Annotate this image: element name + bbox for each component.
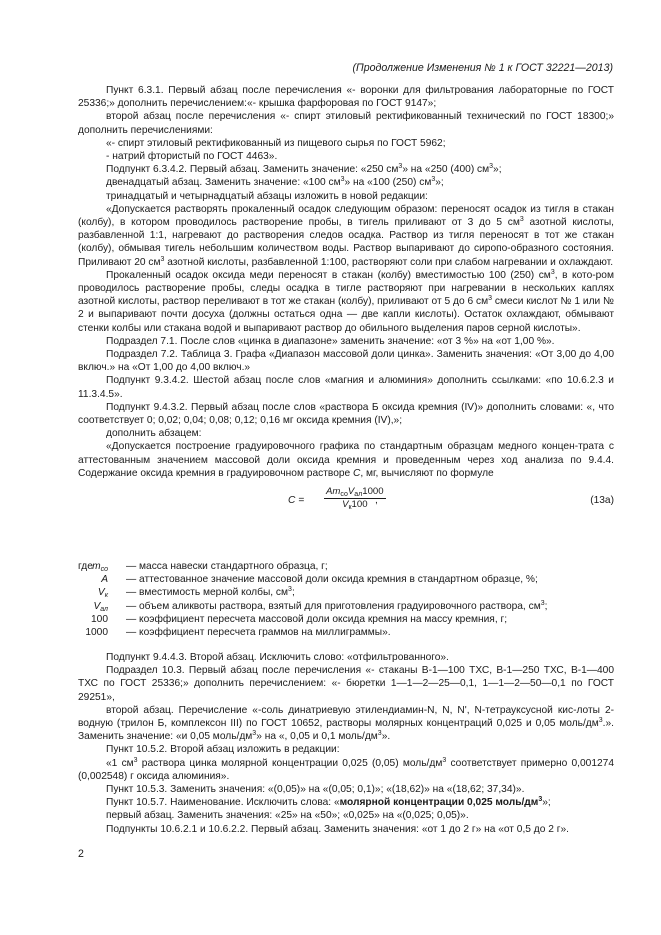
where-text: — аттестованное значение массовой доли оксида кремния в стандартном образце, %; [126,574,538,586]
where-text: — вместимость мерной колбы, $см^3$; [126,586,295,599]
paragraph: дополнить абзацем: [106,428,202,440]
paragraph: Подраздел 7.1. После слов «цинка в диапазоне» заменить значение: «от 3 %» на «от 1,00 %». [106,335,555,347]
page-header: (Продолжение Изменения № 1 к ГОСТ 32221—2013) [352,62,613,74]
paragraph: тринадцатый и четырнадцатый абзацы изложить в новой редакции: [106,190,428,202]
where-row [78,613,618,626]
formula: C = $Am_{со}V_{ал}1000$ $V_к100$ , (13а) [288,486,614,512]
where-list [78,560,618,639]
paragraph: Пункт 10.5.3. Заменить значения: «(0,05)» на «(0,05; 0,1)»; «(18,62)» на «(18,62; 37,34)». [106,784,525,796]
paragraph: первый абзац. Заменить значения: «25» на «50»; «0,025» на «(0,025; 0,05)». [106,810,469,822]
paragraph: «Допускается построение градуировочного графика по стандартным образцам медного концен-трата с аттестованным значением массовой доли оксида кремния и проведенным через ход анализа по 9.4.4. Содержание оксида кремния в градуировочном растворе C, мг, вычисляют по формуле [78,441,614,479]
where-row [78,586,618,599]
where-symbol: $V_{ал}$ [93,600,108,613]
paragraph: второй абзац после перечисления «- спирт этиловый ректификованный технический по ГОСТ 18300;» дополнить перечислениями: [78,111,614,136]
where-symbol: 1000 [85,626,108,638]
paragraph: - натрий фтористый по ГОСТ 4463». [106,151,278,163]
formula-denominator: $V_к100$ [342,499,368,512]
paragraph: Подраздел 7.2. Таблица 3. Графа «Диапазон массовой доли цинка». Заменить значения: «От 3,00 до 4,00 включ.» на «От 1,00 до 4,00 включ.» [78,349,614,374]
where-text: — коэффициент пересчета граммов на миллиграммы». [126,626,391,638]
paragraph: Подраздел 10.3. Первый абзац после перечисления «- стаканы В-1—100 ТХС, В-1—250 ТХС, В-1—400 ТХС по ГОСТ 25336;» дополнить перечислением: «- бюретки 1—1—2—25—0,1, 1—1—2—50—0,1 по ГОСТ 29251», [78,665,614,703]
paragraph: «Допускается растворять прокаленный осадок следующим образом: переносят осадок из тигля в стакан (колбу), в котором проводилось растворение пробы, в тигель приливают от 3 до 5 $см^3$ азотной кислоты, разбавленной 1:1, нагревают до растворения следов осадка. Раствор из тигля переносят в тот же стакан (колбу), обмывая тигель небольшим количеством воды. Раствор выпаривают до сиропо-образного состояния. Приливают 20 $см^3$ азотной кислоты, разбавленной 1:100, растворяют соли при слабом нагревании и охлаждают. [78,203,614,268]
body-top [78,84,614,520]
paragraph: Подпункт 6.3.4.2. Первый абзац. Заменить значение: «250 $см^3$» на «250 (400) $см^3$»; [106,163,502,176]
where-row [78,573,618,586]
paragraph: Подпункт 9.4.4.3. Второй абзац. Исключить слово: «отфильтрованного». [106,652,449,663]
where-symbol: $m_{со}$ [92,561,108,573]
paragraph: Подпункт 9.4.3.2. Первый абзац после слов «раствора Б оксида кремния (IV)» дополнить словами: «, что соответствует 0; 0,02; 0,04; 0,08; 0,12; 0,16 мг оксида кремния (IV),»; [78,401,614,427]
formula-numerator: $Am_{со}V_{ал}1000$ [326,486,384,499]
paragraph: двенадцатый абзац. Заменить значение: «100 $см^3$» на «100 (250) $см^3$»; [106,176,444,189]
where-text: — масса навески стандартного образца, г; [126,561,328,572]
where-text: — объем аликвоты раствора, взятый для приготовления градуировочного раствора, $см^3$; [126,599,548,612]
where-text: — коэффициент пересчета массовой доли оксида кремния на массу кремния, г; [126,613,508,625]
paragraph: Подпункт 9.3.4.2. Шестой абзац после слов «магния и алюминия» дополнить ссылками: «по 10.6.2.3 и 11.3.4.5». [78,375,614,400]
body-bottom [78,651,614,836]
paragraph: Пункт 6.3.1. Первый абзац после перечисления «- воронки для фильтрования лабораторные по ГОСТ 25336;» дополнить перечислением:«- крышка фарфоровая по ГОСТ 9147»; [78,85,614,110]
where-symbol: $V_к$ [97,587,108,600]
paragraph: «- спирт этиловый ректификованный из пищевого сырья по ГОСТ 5962; [106,137,446,149]
paragraph: Подпункты 10.6.2.1 и 10.6.2.2. Первый абзац. Заменить значения: «от 1 до 2 г» на «от 0,5 до 2 г». [106,823,569,835]
paragraph: Прокаленный осадок оксида меди переносят в стакан (колбу) вместимостью 100 (250) $см^3$, в кото-ром проводилось растворение пробы, следы осадка в тигле растворяют при нагревании в нескольких каплях азотной кислоты, раствор переливают в тот же стакан (колбу), приливают от 5 до 6 $см^3$ смеси кислот № 1 или № 2 и выпаривают почти досуха (должны остаться одна — две капли кислоты). Остаток охлаждают, обмывают стенки колбы или стакана водой и выпаривают раствор до обильного выделения паров серной кислоты». [78,268,614,334]
paragraph: Пункт 10.5.7. Наименование. Исключить слова: «молярной концентрации 0,025 моль/$дм^3$»; [106,796,551,809]
paragraph: Пункт 10.5.2. Второй абзац изложить в редакции: [106,744,340,756]
paragraph: «1 $см^3$ раствора цинка молярной концентрации 0,025 (0,05) моль/$дм^3$ соответствует примерно 0,001274 (0,002548) г оксида алюминия». [78,756,615,782]
formula-lhs: C = [288,495,305,507]
where-row [78,560,618,573]
where-row [78,600,618,613]
where-prefix: где [78,561,93,572]
where-row [78,626,618,639]
formula-number: (13а) [590,495,614,507]
where-symbol: A [101,574,108,586]
paragraph: второй абзац. Перечисление «-соль динатриевую этилендиамин-N, N, N', N-тетрауксусной кис-лоты 2-водную (трилон Б, комплексон III) по ГОСТ 10652, растворы молярных концентраций 0,025 и 0,05 моль/$дм^3$.». Заменить значение: «и 0,05 моль/$дм^3$» на «, 0,05 и 0,1 моль/$дм^3$». [78,704,614,743]
page-number: 2 [78,848,84,860]
where-symbol: 100 [91,613,108,625]
